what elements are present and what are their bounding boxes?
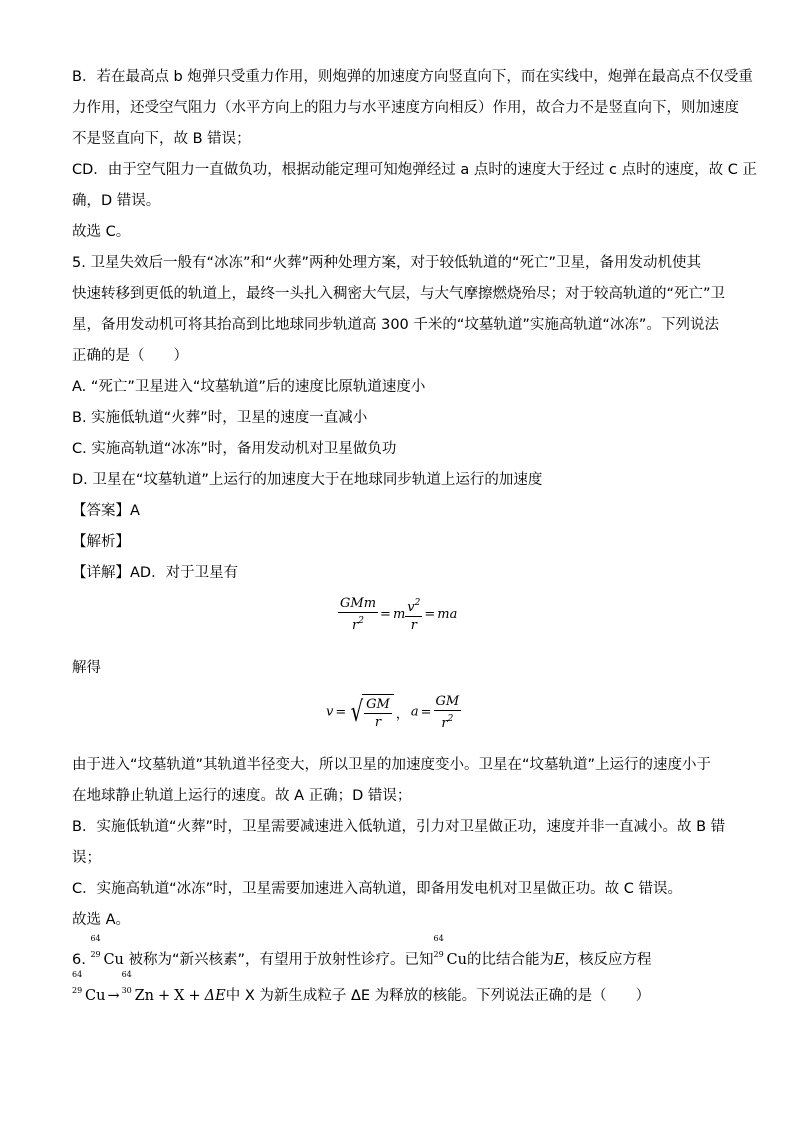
question-stem-line: 星，备用发动机可将其抬高到比地球同步轨道高 300 千米的“坟墓轨道”实施高轨道“冰冻”。下列说法 bbox=[72, 317, 719, 333]
arrow-icon: → bbox=[107, 988, 120, 1004]
text-line: B．若在最高点 b 炮弹只受重力作用，则炮弹的加速度方向竖直向下，而在实线中，炮弹在最高点不仅受重 bbox=[72, 69, 753, 85]
equals-sign: = bbox=[335, 704, 347, 720]
fraction-gm-r2 bbox=[434, 693, 462, 732]
exponent: 2 bbox=[447, 713, 454, 724]
option-b: B. 实施低轨道“火葬”时，卫星的速度一直减小 bbox=[72, 410, 368, 426]
stem-text: ，核反应方程 bbox=[564, 952, 652, 968]
option-c: C. 实施高轨道“冰冻”时，备用发动机对卫星做负功 bbox=[72, 441, 397, 457]
atomic-number: 29 bbox=[433, 950, 444, 959]
numerator: GM bbox=[366, 696, 390, 712]
nuclide-cu64 bbox=[72, 970, 106, 1014]
denominator bbox=[338, 613, 378, 634]
question-stem-line: 正确的是（ ） bbox=[72, 348, 188, 364]
comma: ， bbox=[395, 706, 409, 722]
radical-icon: √ bbox=[350, 695, 364, 728]
nuclide-cu64 bbox=[433, 934, 467, 978]
detail-label: 【详解】AD．对于卫星有 bbox=[72, 565, 239, 581]
element-symbol: Cu bbox=[103, 952, 124, 968]
mass-number: 64 bbox=[433, 934, 444, 943]
question-stem-line bbox=[72, 934, 724, 978]
num-v: v bbox=[407, 600, 415, 615]
text-line: 故选 C。 bbox=[72, 224, 131, 240]
element-symbol: Cu bbox=[85, 988, 106, 1004]
nuclide-cu64 bbox=[90, 934, 124, 978]
symbol-delta-e: ΔE bbox=[204, 988, 226, 1004]
text-line: B．实施低轨道“火葬”时，卫星需要减速进入低轨道，引力对卫星做正功，速度并非一直减小。故 B 错 bbox=[72, 819, 726, 835]
question-stem-line: 5. 卫星失效后一般有“冰冻”和“火葬”两种处理方案，对于较低轨道的“死亡”卫星，备用发动机使其 bbox=[72, 255, 702, 271]
plus-sign: + bbox=[158, 988, 171, 1004]
symbol-v: v bbox=[326, 704, 334, 720]
solve-label: 解得 bbox=[72, 660, 101, 676]
text-line: 由于进入“坟墓轨道”其轨道半径变大，所以卫星的加速度变小。卫星在“坟墓轨道”上运行的速度小于 bbox=[72, 757, 712, 773]
answer-label: 【答案】A bbox=[72, 503, 140, 519]
fraction-v2-r bbox=[405, 595, 422, 634]
denominator: r bbox=[374, 714, 382, 730]
question-6 bbox=[72, 934, 724, 1014]
exam-page bbox=[72, 62, 757, 1014]
denominator bbox=[434, 711, 462, 732]
symbol-ma: ma bbox=[437, 607, 458, 622]
text-line: 故选 A。 bbox=[72, 912, 131, 928]
stem-text: 中 X 为新生成粒子 ΔE 为释放的核能。下列说法正确的是（ ） bbox=[225, 988, 651, 1004]
question-5 bbox=[72, 248, 724, 936]
equation-v-a bbox=[72, 684, 724, 750]
equation-gravity bbox=[72, 589, 724, 653]
numerator: GMm bbox=[340, 596, 377, 611]
equals-sign: = bbox=[420, 704, 432, 720]
element-symbol: Cu bbox=[446, 952, 467, 968]
stem-text: 的比结合能为 bbox=[466, 952, 554, 968]
mass-number: 64 bbox=[72, 970, 83, 979]
question-stem-line bbox=[72, 970, 724, 1014]
fraction-gmm-r2 bbox=[338, 595, 378, 634]
den-r: r bbox=[441, 715, 448, 731]
den-r: r bbox=[352, 618, 359, 633]
equals-sign: = bbox=[424, 607, 436, 622]
option-a: A. “死亡”卫星进入“坟墓轨道”后的速度比原轨道速度小 bbox=[72, 379, 426, 395]
text-line: C．实施高轨道“冰冻”时，卫星需要加速进入高轨道，即备用发电机对卫星做正功。故 C 错误。 bbox=[72, 881, 682, 897]
option-d: D. 卫星在“坟墓轨道”上运行的加速度大于在地球同步轨道上运行的加速度 bbox=[72, 472, 543, 488]
symbol-a: a bbox=[410, 704, 419, 720]
question-stem-line: 快速转移到更低的轨道上，最终一头扎入稠密大气层，与大气摩擦燃烧殆尽；对于较高轨道的“死亡”卫 bbox=[72, 286, 726, 302]
plus-sign: + bbox=[188, 988, 201, 1004]
text-line: 误； bbox=[72, 850, 101, 866]
exponent: 2 bbox=[414, 598, 421, 608]
symbol-x: X bbox=[174, 988, 185, 1004]
stem-text: 被称为“新兴核素”，有望用于放射性诊疗。已知 bbox=[123, 952, 434, 968]
question-number: 6. bbox=[72, 952, 86, 968]
exponent: 2 bbox=[358, 616, 364, 626]
square-root bbox=[348, 692, 394, 732]
text-line: 在地球静止轨道上运行的速度。故 A 正确；D 错误； bbox=[72, 788, 412, 804]
atomic-number: 29 bbox=[90, 950, 101, 959]
atomic-number: 29 bbox=[72, 986, 83, 995]
text-line: 力作用，还受空气阻力（水平方向上的阻力与水平速度方向相反）作用，故合力不是竖直向下，则加速度 bbox=[72, 100, 739, 116]
element-symbol: Zn bbox=[134, 988, 155, 1004]
mass-number: 64 bbox=[121, 970, 132, 979]
numerator bbox=[405, 595, 422, 617]
denominator: r bbox=[410, 618, 417, 633]
text-line: 不是竖直向下，故 B 错误； bbox=[72, 131, 251, 147]
text-line: 确，D 错误。 bbox=[72, 193, 161, 209]
atomic-number: 30 bbox=[121, 986, 132, 995]
analysis-label: 【解析】 bbox=[72, 534, 130, 550]
numerator: GM bbox=[435, 693, 460, 709]
symbol-m: m bbox=[392, 607, 406, 622]
explanation-block-q4 bbox=[72, 62, 757, 248]
fraction-gm-r bbox=[364, 696, 392, 731]
nuclide-zn64 bbox=[121, 970, 155, 1014]
symbol-e: E bbox=[553, 952, 565, 968]
equals-sign: = bbox=[380, 607, 391, 622]
mass-number: 64 bbox=[90, 934, 101, 943]
text-line: CD．由于空气阻力一直做负功，根据动能定理可知炮弹经过 a 点时的速度大于经过 c 点时的速度，故 C 正 bbox=[72, 162, 757, 178]
